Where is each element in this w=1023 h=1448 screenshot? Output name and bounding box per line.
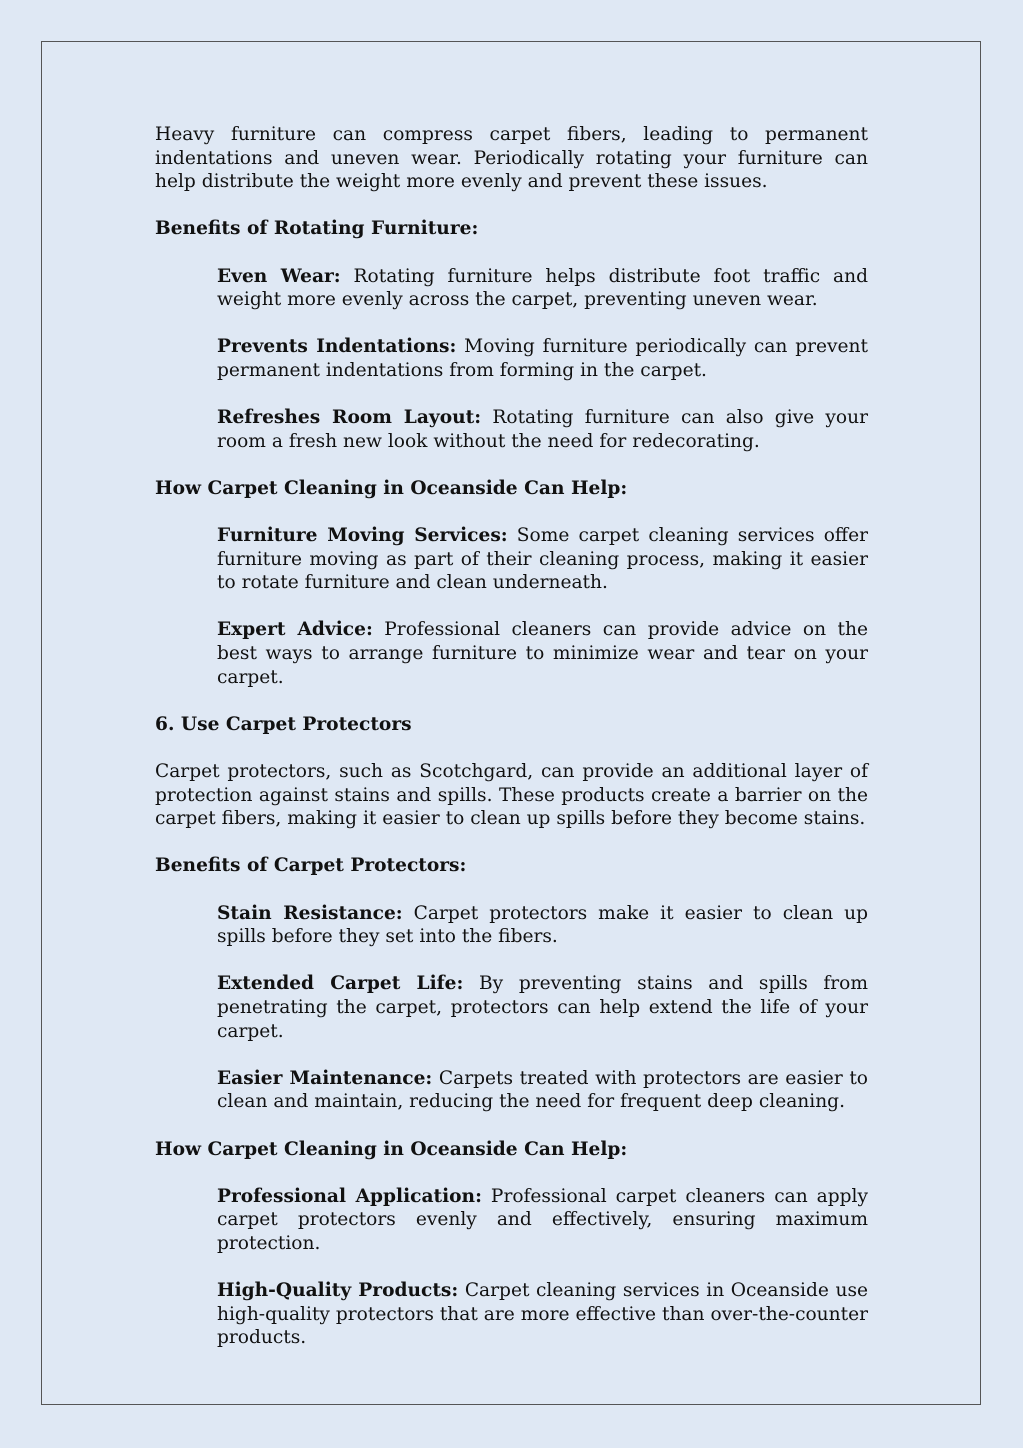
item-text: By preventing stains and spills from penetrating the carpet, protectors can help extend the life of your carpet.: [217, 973, 868, 1042]
heading-benefits-rotating: Benefits of Rotating Furniture:: [155, 218, 479, 240]
item-label: Expert Advice:: [217, 619, 373, 641]
heading-oceanside-help-2: How Carpet Cleaning in Oceanside Can Help:: [155, 1138, 628, 1160]
heading-oceanside-help: How Carpet Cleaning in Oceanside Can Help:: [155, 477, 628, 499]
item-label: Prevents Indentations:: [217, 336, 457, 358]
list-item: [217, 265, 868, 312]
item-label: Extended Carpet Life:: [217, 973, 464, 995]
item-text: Carpet protectors make it easier to clean up spills before they set into the fibers.: [217, 902, 868, 948]
protectors-paragraph: Carpet protectors, such as Scotchgard, can provide an additional layer of protection against stains and spills. These products create a barrier on the carpet fibers, making it easier to clean up spills before they become stains.: [155, 761, 868, 830]
item-text: Some carpet cleaning services offer furniture moving as part of their cleaning process, making it easier to rotate furniture and clean underneath.: [217, 525, 868, 594]
item-label: Professional Application:: [217, 1185, 482, 1207]
item-label: Even Wear:: [217, 265, 341, 287]
item-label: Stain Resistance:: [217, 902, 403, 924]
document-body: [155, 123, 868, 1350]
list-item: [217, 902, 868, 949]
list-item: [217, 335, 868, 382]
item-text: Professional carpet cleaners can apply carpet protectors evenly and effectively, ensuring maximum protection.: [217, 1185, 868, 1254]
list-item: [217, 524, 868, 595]
list-item: [217, 406, 868, 453]
heading-benefits-protectors: Benefits of Carpet Protectors:: [155, 855, 467, 877]
list-item: [217, 618, 868, 689]
list-item: [217, 1067, 868, 1114]
item-text: Rotating furniture can also give your room a fresh new look without the need for redecorating.: [217, 407, 868, 452]
item-text: Moving furniture periodically can prevent permanent indentations from forming in the carpet.: [217, 336, 868, 381]
item-text: Carpet cleaning services in Oceanside use high-quality protectors that are more effective than over-the-counter products.: [217, 1280, 868, 1349]
item-label: High-Quality Products:: [217, 1280, 459, 1302]
item-text: Professional cleaners can provide advice on the best ways to arrange furniture to minimize wear and tear on your carpet.: [217, 619, 868, 688]
list-item: [217, 972, 868, 1043]
list-item: [217, 1279, 868, 1350]
item-text: Carpets treated with protectors are easier to clean and maintain, reducing the need for frequent deep cleaning.: [217, 1067, 868, 1113]
item-label: Easier Maintenance:: [217, 1067, 433, 1089]
intro-paragraph: Heavy furniture can compress carpet fibers, leading to permanent indentations and uneven wear. Periodically rotating your furniture can help distribute the weight more evenly and prevent these issues.: [155, 124, 868, 193]
item-text: Rotating furniture helps distribute foot traffic and weight more evenly across the carpet, preventing uneven wear.: [217, 265, 868, 311]
list-item: [217, 1185, 868, 1256]
item-label: Refreshes Room Layout:: [217, 407, 482, 429]
heading-use-carpet-protectors: 6. Use Carpet Protectors: [155, 713, 412, 735]
item-label: Furniture Moving Services:: [217, 525, 508, 547]
